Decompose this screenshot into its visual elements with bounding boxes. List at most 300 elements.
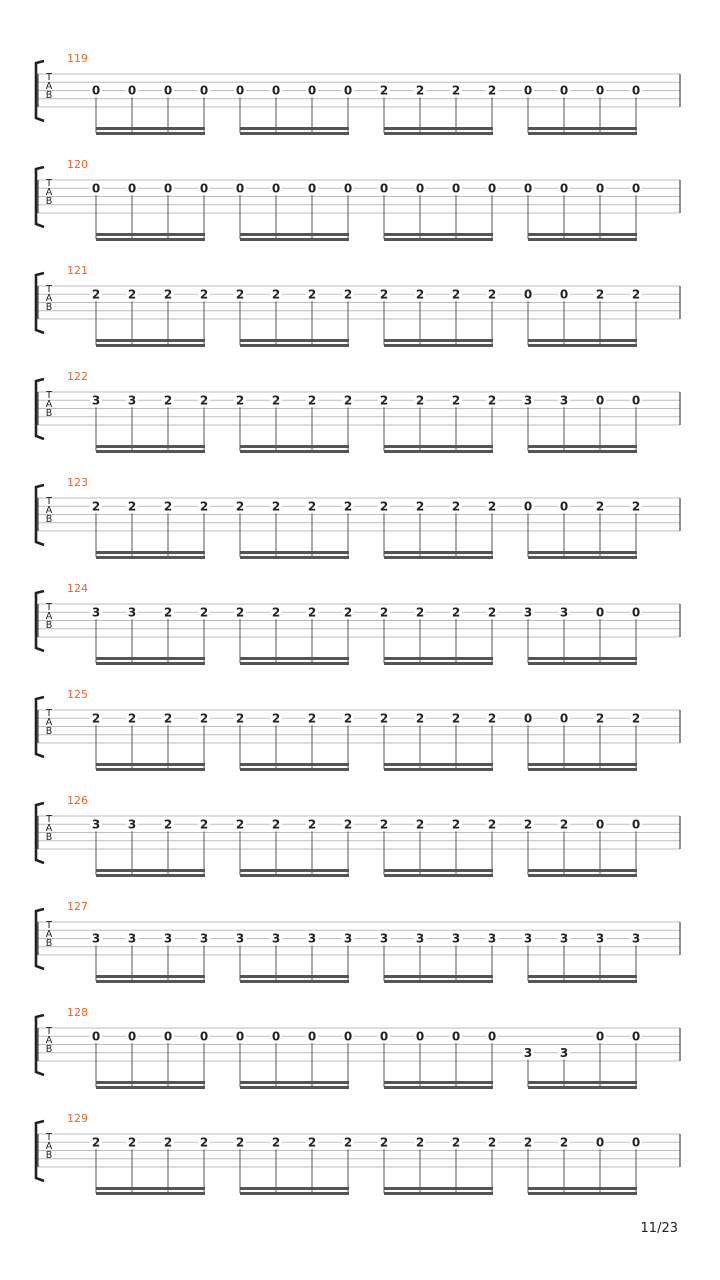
fret-number: 2 — [415, 1135, 425, 1150]
fret-number: 0 — [631, 83, 641, 98]
beam-primary — [528, 339, 637, 342]
fret-number: 3 — [127, 605, 137, 620]
tab-clef-letter: A — [45, 823, 53, 834]
fret-number: 2 — [163, 711, 173, 726]
fret-number: 2 — [451, 499, 461, 514]
tab-clef-letter: T — [46, 284, 52, 295]
fret-number: 0 — [91, 83, 101, 98]
fret-number: 3 — [127, 931, 137, 946]
fret-number: 3 — [91, 817, 101, 832]
tab-clef-letter: B — [45, 90, 53, 101]
fret-number: 2 — [631, 287, 641, 302]
fret-number: 2 — [199, 393, 209, 408]
fret-number: 2 — [559, 817, 569, 832]
beam-secondary — [528, 662, 637, 665]
fret-number: 2 — [271, 817, 281, 832]
fret-number: 2 — [307, 711, 317, 726]
fret-number: 2 — [235, 605, 245, 620]
fret-number: 3 — [235, 931, 245, 946]
beam-secondary — [240, 874, 349, 877]
fret-number: 3 — [559, 393, 569, 408]
beam-primary — [528, 127, 637, 130]
fret-number: 2 — [415, 393, 425, 408]
beam-secondary — [96, 662, 205, 665]
measure-number: 126 — [67, 794, 88, 807]
tab-clef-letter: A — [45, 1141, 53, 1152]
beam-secondary — [528, 556, 637, 559]
fret-number: 2 — [415, 605, 425, 620]
beam-secondary — [384, 344, 493, 347]
fret-number: 2 — [379, 393, 389, 408]
beam-secondary — [528, 344, 637, 347]
fret-number: 2 — [559, 1135, 569, 1150]
fret-number: 2 — [271, 287, 281, 302]
fret-number: 3 — [163, 931, 173, 946]
fret-number: 0 — [631, 1029, 641, 1044]
fret-number: 3 — [523, 931, 533, 946]
fret-number: 2 — [487, 605, 497, 620]
fret-number: 2 — [379, 817, 389, 832]
fret-number: 2 — [199, 499, 209, 514]
tab-clef-letter: T — [46, 390, 52, 401]
beam-primary — [384, 445, 493, 448]
fret-number: 0 — [235, 181, 245, 196]
beam-primary — [528, 657, 637, 660]
tab-clef-letter: B — [45, 938, 53, 949]
tab-clef-letter: A — [45, 505, 53, 516]
fret-number: 0 — [559, 181, 569, 196]
fret-number: 0 — [199, 1029, 209, 1044]
fret-number: 2 — [415, 287, 425, 302]
fret-number: 3 — [559, 931, 569, 946]
fret-number: 2 — [343, 711, 353, 726]
fret-number: 2 — [307, 393, 317, 408]
tab-clef-letter: T — [46, 496, 52, 507]
tab-clef-letter: B — [45, 832, 53, 843]
fret-number: 0 — [631, 181, 641, 196]
beam-primary — [96, 233, 205, 236]
measure-number: 125 — [67, 688, 88, 701]
tab-clef-letter: B — [45, 196, 53, 207]
fret-number: 0 — [199, 181, 209, 196]
fret-number: 0 — [631, 1135, 641, 1150]
fret-number: 2 — [451, 605, 461, 620]
fret-number: 2 — [199, 817, 209, 832]
tab-clef-letter: B — [45, 1044, 53, 1055]
fret-number: 2 — [595, 287, 605, 302]
fret-number: 2 — [487, 83, 497, 98]
beam-primary — [240, 339, 349, 342]
fret-number: 2 — [127, 287, 137, 302]
fret-number: 0 — [559, 711, 569, 726]
beam-secondary — [528, 238, 637, 241]
fret-number: 0 — [235, 1029, 245, 1044]
tab-clef-letter: B — [45, 726, 53, 737]
measure-number: 127 — [67, 900, 88, 913]
fret-number: 2 — [271, 499, 281, 514]
fret-number: 2 — [451, 83, 461, 98]
fret-number: 3 — [631, 931, 641, 946]
fret-number: 2 — [451, 711, 461, 726]
fret-number: 2 — [379, 83, 389, 98]
fret-number: 2 — [199, 605, 209, 620]
beam-primary — [384, 975, 493, 978]
fret-number: 0 — [415, 181, 425, 196]
fret-number: 2 — [163, 817, 173, 832]
fret-number: 2 — [415, 499, 425, 514]
fret-number: 0 — [595, 817, 605, 832]
fret-number: 2 — [127, 1135, 137, 1150]
fret-number: 2 — [343, 393, 353, 408]
beam-secondary — [96, 344, 205, 347]
fret-number: 2 — [343, 605, 353, 620]
fret-number: 0 — [631, 393, 641, 408]
beam-primary — [96, 551, 205, 554]
beam-secondary — [96, 132, 205, 135]
measure-number: 120 — [67, 158, 88, 171]
fret-number: 3 — [595, 931, 605, 946]
beam-primary — [96, 763, 205, 766]
tab-clef-letter: B — [45, 1150, 53, 1161]
fret-number: 2 — [451, 393, 461, 408]
fret-number: 0 — [307, 83, 317, 98]
beam-secondary — [528, 980, 637, 983]
fret-number: 2 — [163, 1135, 173, 1150]
beam-secondary — [528, 132, 637, 135]
fret-number: 0 — [343, 1029, 353, 1044]
fret-number: 2 — [415, 711, 425, 726]
beam-secondary — [528, 768, 637, 771]
tab-clef-letter: A — [45, 399, 53, 410]
beam-primary — [240, 1081, 349, 1084]
beam-secondary — [384, 768, 493, 771]
fret-number: 2 — [379, 711, 389, 726]
fret-number: 0 — [523, 83, 533, 98]
fret-number: 2 — [235, 287, 245, 302]
fret-number: 3 — [199, 931, 209, 946]
fret-number: 2 — [271, 393, 281, 408]
fret-number: 0 — [127, 181, 137, 196]
fret-number: 0 — [127, 1029, 137, 1044]
fret-number: 0 — [523, 181, 533, 196]
beam-secondary — [96, 1086, 205, 1089]
fret-number: 2 — [379, 287, 389, 302]
fret-number: 3 — [523, 605, 533, 620]
beam-primary — [240, 763, 349, 766]
fret-number: 0 — [91, 181, 101, 196]
fret-number: 3 — [523, 1045, 533, 1060]
tab-clef-letter: T — [46, 72, 52, 83]
beam-primary — [384, 1081, 493, 1084]
fret-number: 0 — [343, 83, 353, 98]
beam-primary — [384, 763, 493, 766]
fret-number: 0 — [595, 83, 605, 98]
fret-number: 2 — [199, 1135, 209, 1150]
fret-number: 0 — [163, 181, 173, 196]
beam-primary — [528, 869, 637, 872]
fret-number: 0 — [487, 1029, 497, 1044]
fret-number: 2 — [379, 499, 389, 514]
tab-clef-letter: A — [45, 81, 53, 92]
fret-number: 0 — [559, 83, 569, 98]
fret-number: 0 — [235, 83, 245, 98]
fret-number: 2 — [307, 499, 317, 514]
tab-clef-letter: B — [45, 302, 53, 313]
beam-primary — [240, 869, 349, 872]
fret-number: 2 — [91, 1135, 101, 1150]
fret-number: 2 — [235, 499, 245, 514]
beam-primary — [96, 869, 205, 872]
beam-secondary — [240, 768, 349, 771]
fret-number: 2 — [487, 287, 497, 302]
fret-number: 0 — [271, 181, 281, 196]
beam-secondary — [96, 1192, 205, 1195]
fret-number: 2 — [451, 817, 461, 832]
beam-secondary — [384, 450, 493, 453]
beam-secondary — [384, 662, 493, 665]
fret-number: 0 — [307, 181, 317, 196]
fret-number: 2 — [163, 287, 173, 302]
fret-number: 0 — [523, 711, 533, 726]
fret-number: 0 — [631, 605, 641, 620]
beam-secondary — [528, 450, 637, 453]
beam-secondary — [240, 1192, 349, 1195]
fret-number: 2 — [307, 817, 317, 832]
fret-number: 2 — [343, 499, 353, 514]
beam-primary — [240, 1187, 349, 1190]
beam-primary — [240, 445, 349, 448]
fret-number: 2 — [379, 605, 389, 620]
beam-secondary — [240, 556, 349, 559]
beam-primary — [528, 763, 637, 766]
beam-primary — [384, 339, 493, 342]
beam-primary — [528, 551, 637, 554]
tab-clef-letter: A — [45, 293, 53, 304]
fret-number: 2 — [91, 287, 101, 302]
beam-primary — [384, 127, 493, 130]
fret-number: 3 — [271, 931, 281, 946]
beam-primary — [528, 975, 637, 978]
tab-clef-letter: A — [45, 187, 53, 198]
beam-secondary — [384, 1086, 493, 1089]
fret-number: 0 — [595, 605, 605, 620]
fret-number: 3 — [487, 931, 497, 946]
fret-number: 2 — [199, 287, 209, 302]
fret-number: 2 — [307, 1135, 317, 1150]
tab-clef-letter: T — [46, 814, 52, 825]
fret-number: 2 — [307, 287, 317, 302]
fret-number: 2 — [235, 1135, 245, 1150]
fret-number: 0 — [559, 499, 569, 514]
fret-number: 0 — [415, 1029, 425, 1044]
beam-secondary — [384, 238, 493, 241]
fret-number: 2 — [487, 499, 497, 514]
beam-secondary — [240, 238, 349, 241]
fret-number: 2 — [487, 711, 497, 726]
tab-clef-letter: A — [45, 1035, 53, 1046]
fret-number: 2 — [523, 1135, 533, 1150]
measure-number: 128 — [67, 1006, 88, 1019]
beam-primary — [240, 657, 349, 660]
beam-primary — [384, 551, 493, 554]
tab-clef-letter: T — [46, 1026, 52, 1037]
tab-clef-letter: T — [46, 602, 52, 613]
fret-number: 2 — [235, 711, 245, 726]
fret-number: 0 — [271, 83, 281, 98]
fret-number: 0 — [163, 83, 173, 98]
fret-number: 0 — [379, 1029, 389, 1044]
beam-primary — [240, 975, 349, 978]
tab-clef-letter: B — [45, 620, 53, 631]
fret-number: 2 — [595, 711, 605, 726]
beam-secondary — [384, 1192, 493, 1195]
fret-number: 0 — [523, 499, 533, 514]
measure-number: 122 — [67, 370, 88, 383]
fret-number: 2 — [415, 83, 425, 98]
fret-number: 2 — [631, 711, 641, 726]
fret-number: 2 — [127, 711, 137, 726]
page-number: 11/23 — [640, 1221, 678, 1236]
measure-number: 121 — [67, 264, 88, 277]
beam-secondary — [96, 874, 205, 877]
fret-number: 3 — [523, 393, 533, 408]
beam-primary — [528, 445, 637, 448]
fret-number: 2 — [487, 393, 497, 408]
fret-number: 3 — [91, 931, 101, 946]
fret-number: 3 — [307, 931, 317, 946]
beam-secondary — [96, 768, 205, 771]
fret-number: 0 — [91, 1029, 101, 1044]
beam-primary — [240, 127, 349, 130]
fret-number: 3 — [451, 931, 461, 946]
beam-primary — [96, 1081, 205, 1084]
beam-primary — [384, 233, 493, 236]
beam-primary — [96, 657, 205, 660]
fret-number: 3 — [343, 931, 353, 946]
beam-secondary — [240, 344, 349, 347]
measure-number: 124 — [67, 582, 88, 595]
beam-primary — [384, 1187, 493, 1190]
fret-number: 3 — [415, 931, 425, 946]
fret-number: 0 — [523, 287, 533, 302]
fret-number: 0 — [595, 1135, 605, 1150]
measure-number: 129 — [67, 1112, 88, 1125]
tab-clef-letter: T — [46, 1132, 52, 1143]
fret-number: 2 — [91, 711, 101, 726]
tab-clef-letter: B — [45, 408, 53, 419]
tab-clef-letter: T — [46, 920, 52, 931]
beam-secondary — [528, 1086, 637, 1089]
beam-secondary — [96, 238, 205, 241]
fret-number: 2 — [451, 1135, 461, 1150]
tab-clef-letter: A — [45, 929, 53, 940]
tab-clef-letter: A — [45, 717, 53, 728]
beam-primary — [240, 233, 349, 236]
fret-number: 2 — [415, 817, 425, 832]
fret-number: 2 — [379, 1135, 389, 1150]
fret-number: 0 — [595, 1029, 605, 1044]
fret-number: 3 — [127, 393, 137, 408]
beam-secondary — [240, 662, 349, 665]
fret-number: 0 — [595, 181, 605, 196]
beam-secondary — [384, 556, 493, 559]
beam-secondary — [384, 132, 493, 135]
fret-number: 0 — [451, 1029, 461, 1044]
fret-number: 3 — [559, 1045, 569, 1060]
fret-number: 0 — [343, 181, 353, 196]
fret-number: 3 — [559, 605, 569, 620]
tab-clef-letter: A — [45, 611, 53, 622]
fret-number: 0 — [595, 393, 605, 408]
measure-number: 123 — [67, 476, 88, 489]
fret-number: 2 — [523, 817, 533, 832]
fret-number: 2 — [271, 605, 281, 620]
fret-number: 3 — [91, 393, 101, 408]
beam-primary — [240, 551, 349, 554]
fret-number: 0 — [163, 1029, 173, 1044]
fret-number: 0 — [199, 83, 209, 98]
beam-secondary — [528, 874, 637, 877]
fret-number: 2 — [271, 1135, 281, 1150]
beam-primary — [96, 127, 205, 130]
fret-number: 3 — [91, 605, 101, 620]
fret-number: 0 — [307, 1029, 317, 1044]
fret-number: 0 — [379, 181, 389, 196]
tab-clef-letter: T — [46, 178, 52, 189]
fret-number: 2 — [451, 287, 461, 302]
beam-secondary — [240, 132, 349, 135]
fret-number: 2 — [271, 711, 281, 726]
fret-number: 2 — [343, 1135, 353, 1150]
beam-secondary — [384, 980, 493, 983]
beam-secondary — [240, 980, 349, 983]
fret-number: 0 — [451, 181, 461, 196]
tab-clef-letter: B — [45, 514, 53, 525]
fret-number: 2 — [163, 499, 173, 514]
fret-number: 2 — [127, 499, 137, 514]
fret-number: 0 — [631, 817, 641, 832]
beam-primary — [96, 339, 205, 342]
beam-secondary — [384, 874, 493, 877]
fret-number: 2 — [343, 817, 353, 832]
beam-primary — [528, 1081, 637, 1084]
beam-primary — [384, 657, 493, 660]
fret-number: 2 — [487, 817, 497, 832]
fret-number: 2 — [487, 1135, 497, 1150]
fret-number: 2 — [235, 817, 245, 832]
fret-number: 2 — [235, 393, 245, 408]
fret-number: 3 — [379, 931, 389, 946]
beam-secondary — [240, 1086, 349, 1089]
beam-secondary — [240, 450, 349, 453]
fret-number: 2 — [307, 605, 317, 620]
fret-number: 0 — [487, 181, 497, 196]
beam-secondary — [528, 1192, 637, 1195]
fret-number: 2 — [595, 499, 605, 514]
beam-primary — [96, 975, 205, 978]
beam-primary — [96, 1187, 205, 1190]
beam-primary — [96, 445, 205, 448]
fret-number: 0 — [559, 287, 569, 302]
fret-number: 2 — [91, 499, 101, 514]
fret-number: 0 — [127, 83, 137, 98]
fret-number: 3 — [127, 817, 137, 832]
fret-number: 0 — [271, 1029, 281, 1044]
beam-secondary — [96, 556, 205, 559]
beam-secondary — [96, 450, 205, 453]
beam-primary — [528, 1187, 637, 1190]
tab-clef-letter: T — [46, 708, 52, 719]
